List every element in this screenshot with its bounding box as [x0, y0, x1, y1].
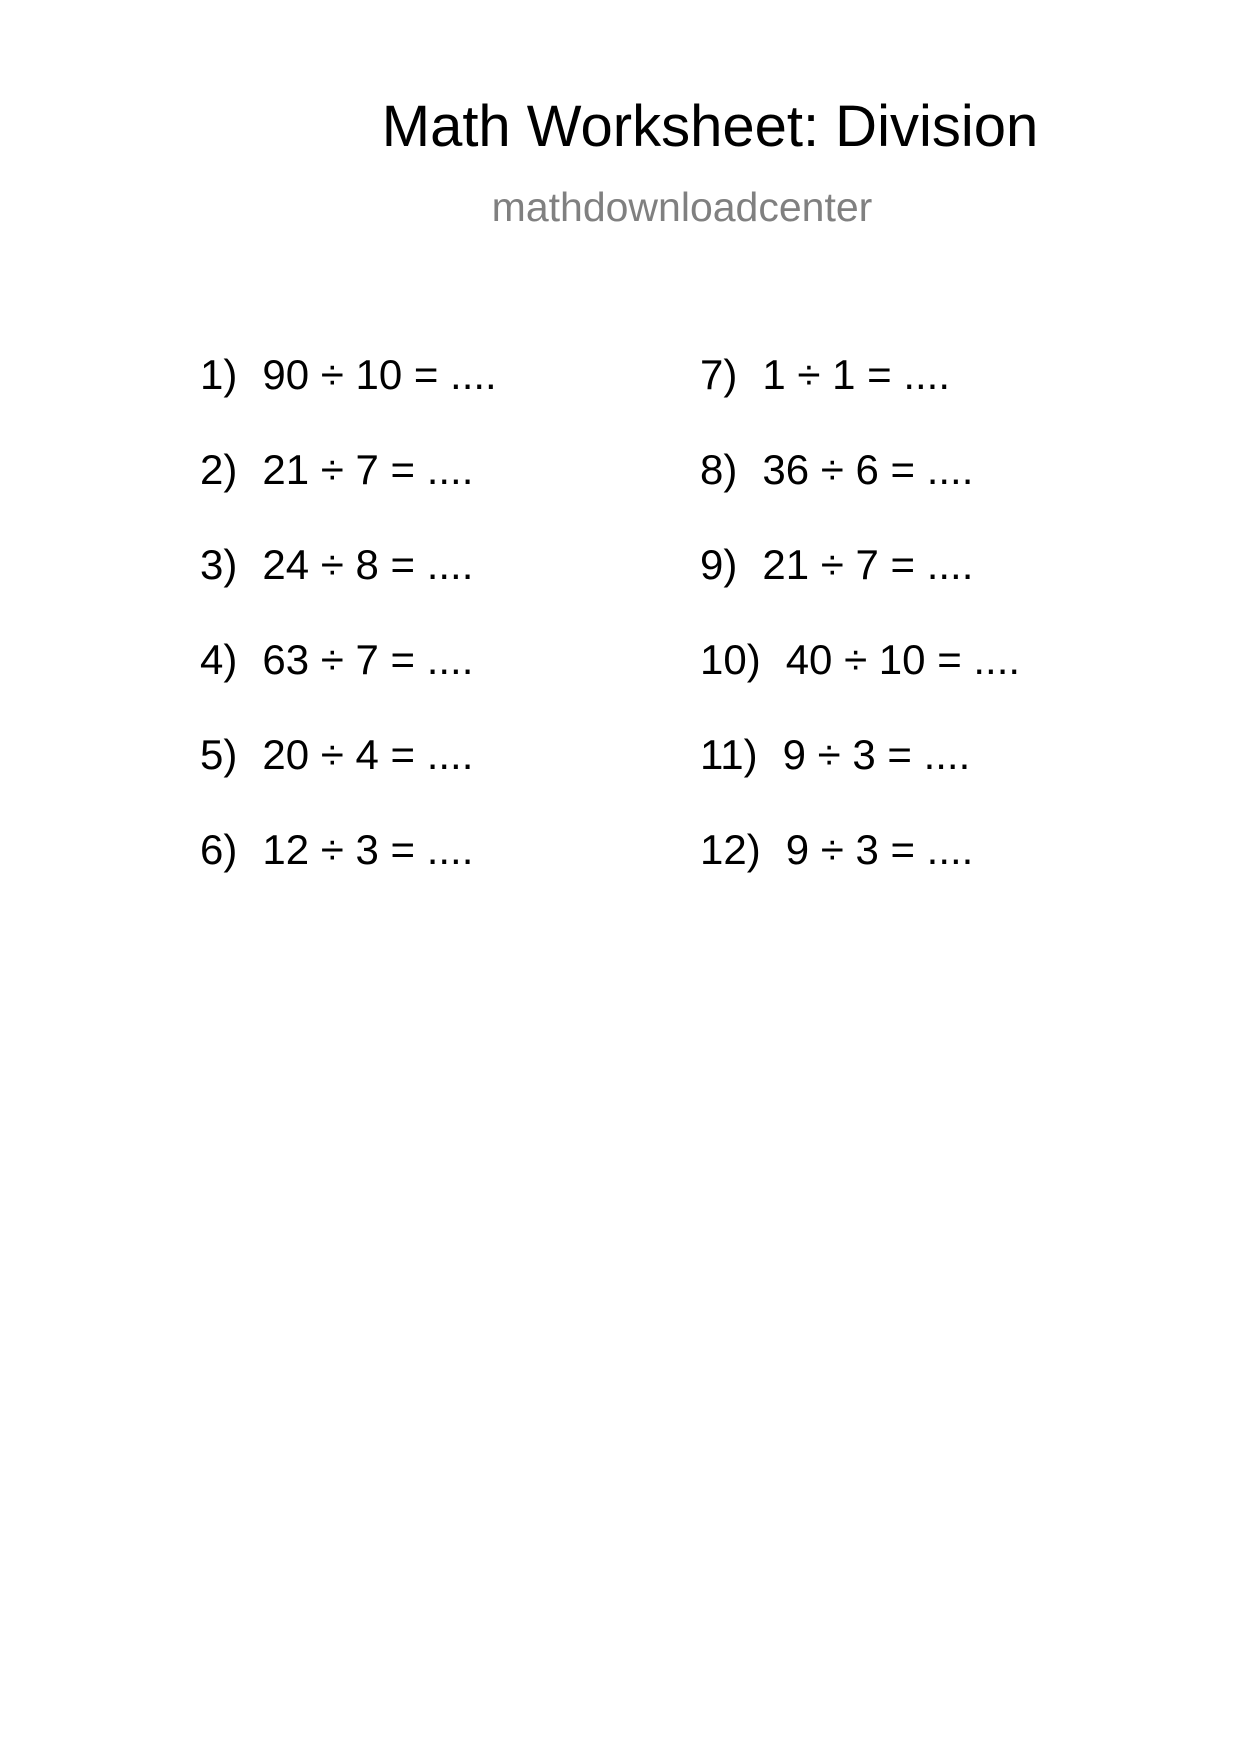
worksheet-title: Math Worksheet: Division: [381, 94, 1039, 159]
problem-1: [200, 351, 497, 449]
problem-6: [200, 826, 497, 924]
problem-3: [200, 541, 497, 639]
problem-2: [200, 446, 497, 544]
problem-expression: 40 ÷ 10 = ....: [785, 636, 1021, 683]
problem-number: 10): [700, 636, 761, 683]
problem-number: 8): [700, 446, 738, 493]
problems-column-left: [200, 351, 497, 924]
problem-12: [700, 826, 1020, 924]
problem-7: [700, 351, 1020, 449]
problem-expression: 90 ÷ 10 = ....: [262, 351, 497, 398]
problem-expression: 24 ÷ 8 = ....: [262, 541, 474, 588]
problem-expression: 9 ÷ 3 = ....: [782, 731, 971, 778]
problem-4: [200, 636, 497, 734]
problem-5: [200, 731, 497, 829]
problem-8: [700, 446, 1020, 544]
problem-number: 11): [700, 731, 758, 778]
problem-number: 2): [200, 446, 238, 493]
problem-expression: 36 ÷ 6 = ....: [762, 446, 974, 493]
problem-expression: 9 ÷ 3 = ....: [785, 826, 974, 873]
problem-expression: 20 ÷ 4 = ....: [262, 731, 474, 778]
problem-11: [700, 731, 1020, 829]
problem-number: 1): [200, 351, 238, 398]
problem-number: 4): [200, 636, 238, 683]
problem-number: 6): [200, 826, 238, 873]
problem-expression: 12 ÷ 3 = ....: [262, 826, 474, 873]
problem-expression: 21 ÷ 7 = ....: [762, 541, 974, 588]
worksheet-subtitle: mathdownloadcenter: [491, 184, 873, 230]
problem-number: 7): [700, 351, 738, 398]
problem-10: [700, 636, 1021, 734]
problem-number: 12): [700, 826, 761, 873]
problem-expression: 1 ÷ 1 = ....: [762, 351, 951, 398]
problem-expression: 21 ÷ 7 = ....: [262, 446, 474, 493]
problem-number: 5): [200, 731, 238, 778]
problem-number: 3): [200, 541, 238, 588]
problem-9: [700, 541, 1020, 639]
problem-number: 9): [700, 541, 738, 588]
problems-column-right: [700, 351, 1021, 924]
problem-expression: 63 ÷ 7 = ....: [262, 636, 474, 683]
